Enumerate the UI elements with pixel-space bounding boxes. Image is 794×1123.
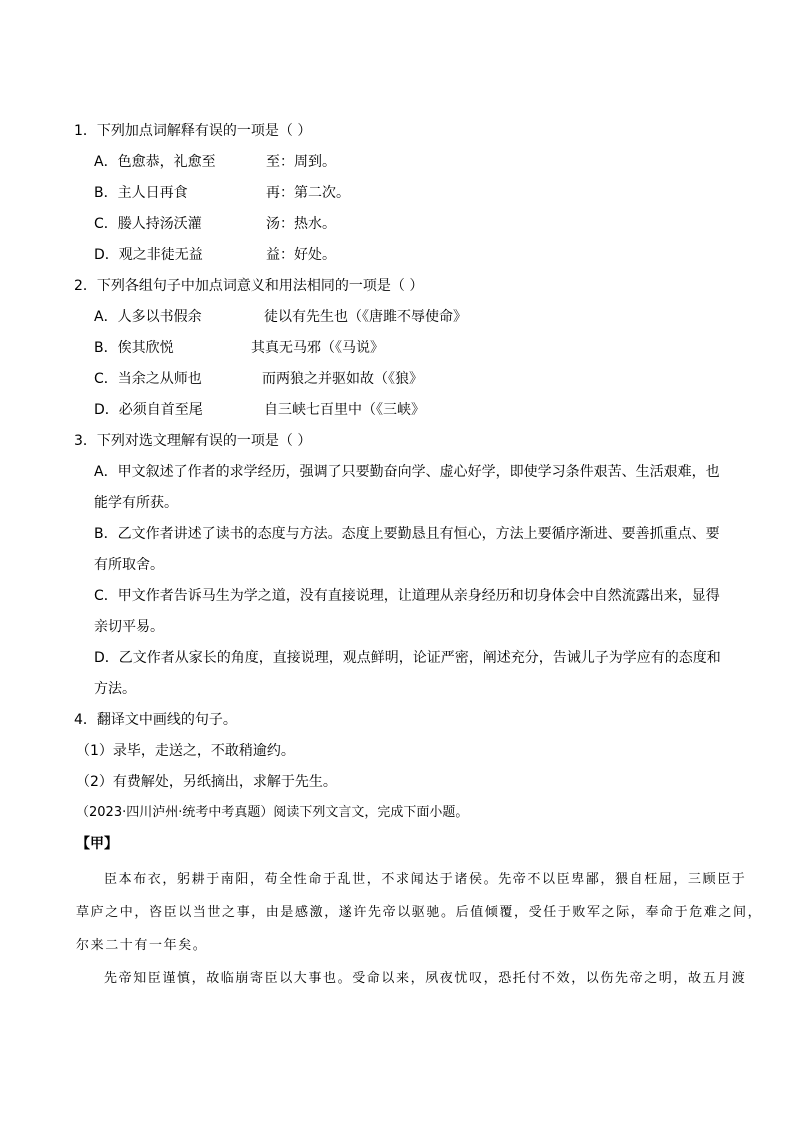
question-2-option-a: [94, 308, 467, 326]
option-gloss: 自三峡七百里中（《三峡》: [264, 402, 425, 418]
section-label-jia: 【甲】: [76, 836, 118, 852]
question-3-option-d-line1: D．乙文作者从家长的角度，直接说理，观点鲜明，论证严密，阐述充分，告诫儿子为学应有的态度和: [94, 650, 721, 666]
question-2-option-d: [94, 401, 425, 419]
option-label: D．观之非徒无益: [94, 247, 203, 263]
option-label: B．俟其欣悦: [94, 340, 174, 356]
question-3-option-a-line2: 能学有所获。: [94, 495, 178, 511]
classical-text-line-1: 臣本布衣，躬耕于南阳，苟全性命于乱世，不求闻达于诸侯。先帝不以臣卑鄙，猥自枉屈，三顾臣于: [104, 872, 747, 887]
option-gloss: 其真无马邪（《马说》: [251, 340, 384, 356]
question-1-option-c: [94, 215, 336, 233]
option-label: C．媵人持汤沃灌: [94, 216, 202, 232]
question-3-option-c-line2: 亲切平易。: [94, 619, 164, 635]
question-2-option-b: [94, 339, 384, 357]
option-label: A．色愈恭，礼愈至: [94, 154, 216, 170]
option-label: C．当余之从师也: [94, 371, 202, 387]
question-3-option-b-line1: B．乙文作者讲述了读书的态度与方法。态度上要勤恳且有恒心，方法上要循序渐进、要善抓重点、要: [94, 526, 720, 542]
question-1-option-d: [94, 246, 336, 264]
question-3-stem: 3．下列对选文理解有误的一项是（ ）: [74, 433, 312, 449]
option-label: A．人多以书假余: [94, 309, 202, 325]
question-2-option-c: [94, 370, 423, 388]
option-gloss: 再：第二次。: [266, 185, 350, 201]
question-4-stem: 4．翻译文中画线的句子。: [74, 712, 237, 728]
question-1-option-b: [94, 184, 350, 202]
source-note: （2023·四川泸州·统考中考真题）阅读下列文言文，完成下面小题。: [76, 805, 469, 820]
classical-text-line-4: 先帝知臣谨慎，故临崩寄臣以大事也。受命以来，夙夜忧叹，恐托付不效，以伤先帝之明，故五月渡: [104, 971, 747, 986]
question-3-option-c-line1: C．甲文作者告诉马生为学之道，没有直接说理，让道理从亲身经历和切身体会中自然流露出来，显得: [94, 588, 720, 604]
option-gloss: 徒以有先生也（《唐雎不辱使命》: [264, 309, 467, 325]
option-gloss: 益：好处。: [266, 247, 336, 263]
question-3-option-d-line2: 方法。: [94, 681, 136, 697]
question-2-stem: 2．下列各组句子中加点词意义和用法相同的一项是（ ）: [74, 278, 424, 294]
option-gloss: 而两狼之并驱如故（《狼》: [262, 371, 423, 387]
option-gloss: 汤：热水。: [266, 216, 336, 232]
option-gloss: 至：周到。: [266, 154, 336, 170]
question-4-item-1: （1）录毕，走送之，不敢稍逾约。: [76, 743, 295, 759]
option-label: B．主人日再食: [94, 185, 188, 201]
classical-text-line-3: 尔来二十有一年矣。: [76, 938, 208, 953]
option-label: D．必须自首至尾: [94, 402, 203, 418]
classical-text-line-2: 草庐之中，咨臣以当世之事，由是感激，遂许先帝以驱驰。后值倾覆，受任于败军之际，奉命于危难之间，: [76, 905, 763, 920]
question-1-option-a: [94, 153, 336, 171]
question-3-option-b-line2: 有所取舍。: [94, 557, 164, 573]
question-1-stem: 1．下列加点词解释有误的一项是（ ）: [74, 123, 312, 139]
question-3-option-a-line1: A．甲文叙述了作者的求学经历，强调了只要勤奋向学、虚心好学，即使学习条件艰苦、生活艰难，也: [94, 464, 720, 480]
question-4-item-2: （2）有费解处，另纸摘出，求解于先生。: [76, 774, 337, 790]
